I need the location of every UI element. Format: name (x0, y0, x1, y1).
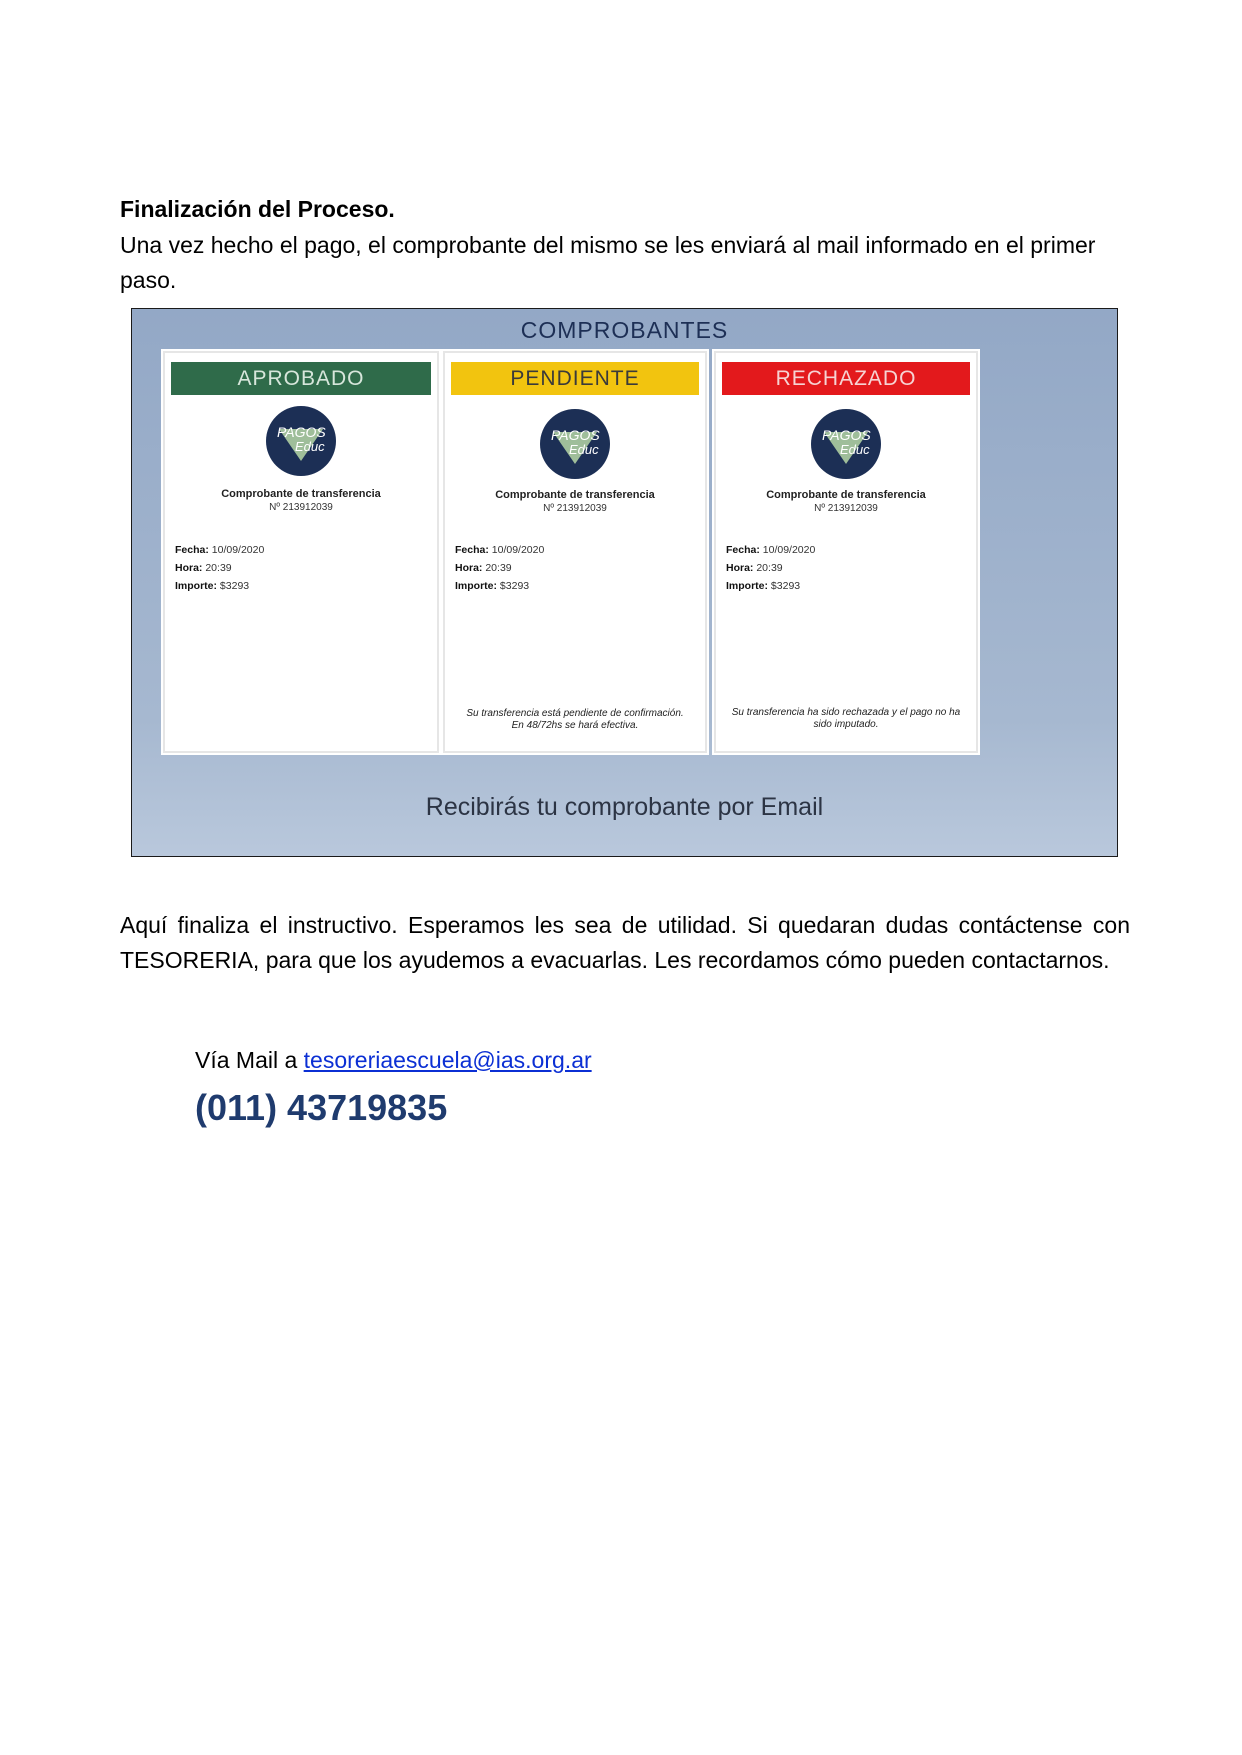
receipt-number: Nº 213912039 (269, 502, 333, 513)
mail-prefix: Vía Mail a (195, 1047, 298, 1073)
status-header: RECHAZADO (722, 362, 970, 395)
status-note: Su transferencia ha sido rechazada y el pago no ha sido imputado. (731, 707, 961, 730)
importe-value: $3293 (499, 580, 530, 592)
contact-phone: (011) 43719835 (195, 1087, 448, 1128)
receipts-figure (131, 308, 1118, 857)
receipt-title: Comprobante de transferencia (766, 489, 926, 501)
fecha-label: Fecha: (175, 544, 209, 556)
receipt-number: Nº 213912039 (543, 503, 607, 514)
figure-caption: Recibirás tu comprobante por Email (425, 793, 824, 821)
fecha-value: 10/09/2020 (211, 544, 265, 556)
receipt-card-approved (163, 351, 439, 753)
fecha-value: 10/09/2020 (491, 544, 545, 556)
logo-line2: Educ (569, 442, 599, 457)
hora-value: 20:39 (205, 562, 232, 574)
status-header: PENDIENTE (451, 362, 699, 395)
section-heading: Finalización del Proceso. (120, 196, 395, 222)
contact-mail-line (195, 1047, 592, 1074)
importe-label: Importe: (175, 580, 217, 592)
receipt-details (455, 541, 544, 595)
figure-title: COMPROBANTES (520, 317, 729, 343)
fecha-value: 10/09/2020 (762, 544, 816, 556)
logo-line2: Educ (295, 439, 325, 454)
receipt-details (726, 541, 815, 595)
receipt-card-rejected (714, 351, 978, 753)
receipt-title: Comprobante de transferencia (221, 488, 381, 500)
receipt-number: Nº 213912039 (814, 503, 878, 514)
importe-label: Importe: (726, 580, 768, 592)
logo-line1: PAGOS (551, 427, 600, 443)
pagos-educ-logo-icon (265, 405, 337, 477)
status-header: APROBADO (171, 362, 431, 395)
intro-paragraph: Una vez hecho el pago, el comprobante del mismo se les enviará al mail informado en el primer paso. (120, 232, 1096, 293)
mail-link[interactable]: tesoreriaescuela@ias.org.ar (303, 1047, 592, 1073)
importe-label: Importe: (455, 580, 497, 592)
fecha-label: Fecha: (455, 544, 489, 556)
closing-paragraph: Aquí finaliza el instructivo. Esperamos les sea de utilidad. Si quedaran dudas contáctense con TESORERIA, para que los ayudemos a evacuarlas. Les recordamos cómo pueden contactarnos. (120, 912, 1130, 973)
pagos-educ-logo-icon (539, 408, 611, 480)
receipt-details (175, 541, 264, 595)
receipt-card-pending (443, 351, 707, 753)
hora-label: Hora: (175, 562, 203, 574)
hora-value: 20:39 (756, 562, 783, 574)
hora-label: Hora: (455, 562, 483, 574)
logo-line1: PAGOS (277, 424, 326, 440)
receipt-title: Comprobante de transferencia (495, 489, 655, 501)
hora-value: 20:39 (485, 562, 512, 574)
importe-value: $3293 (219, 580, 250, 592)
hora-label: Hora: (726, 562, 754, 574)
status-note: Su transferencia está pendiente de confirmación. En 48/72hs se hará efectiva. (466, 708, 684, 731)
logo-line1: PAGOS (822, 427, 871, 443)
fecha-label: Fecha: (726, 544, 760, 556)
logo-line2: Educ (840, 442, 870, 457)
pagos-educ-logo-icon (810, 408, 882, 480)
importe-value: $3293 (770, 580, 801, 592)
